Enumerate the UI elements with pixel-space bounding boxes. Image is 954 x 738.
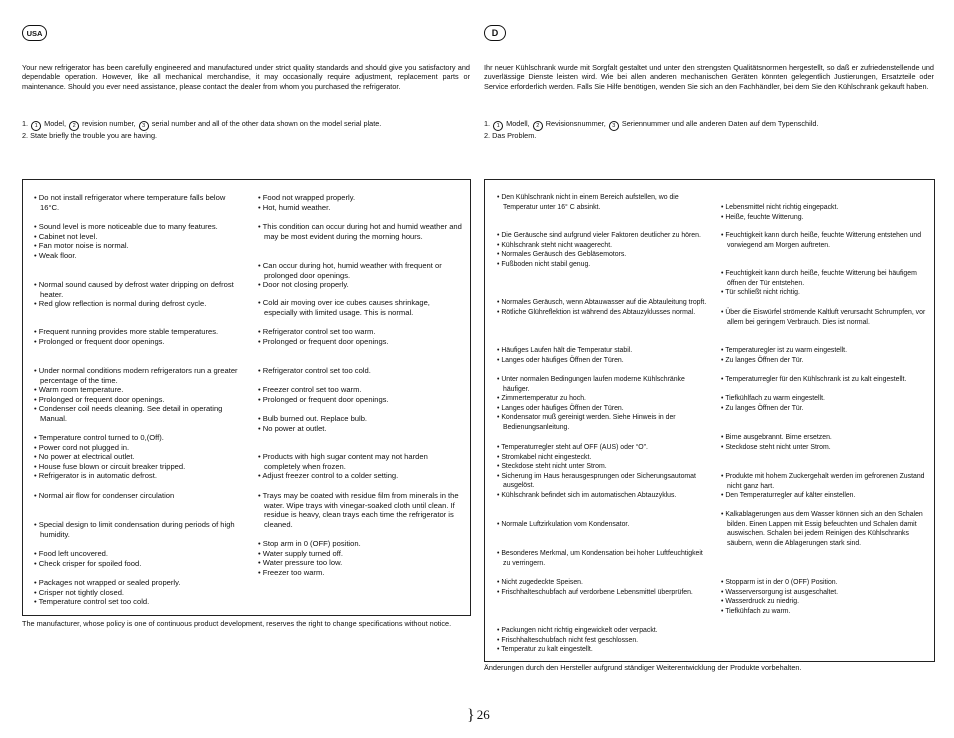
bullet-item: • Tür schließt nicht richtig. [721,289,800,296]
bullet-item [721,385,927,395]
bullet-item: • Langes oder häufiges Öffnen der Türen. [497,356,624,364]
cause-block [34,193,246,212]
step-number: 1. [484,119,491,128]
cause-block [497,520,707,530]
step-2-en: 2. State briefly the trouble you are having. [22,131,158,140]
page-number-value: 26 [476,707,490,722]
bullet-item: • Weak floor. [34,250,77,260]
cause-block [34,327,246,346]
bullet-item: • No power at electrical outlet. [34,452,135,461]
bullet-item: • Zu langes Öffnen der Tür. [721,356,804,364]
footer-note-de: Änderungen durch den Hersteller aufgrund ständiger Weiterentwicklung der Produkte vorbehalten. [484,663,802,672]
circled-number-2: 2 [533,121,543,131]
bullet-item: • Steckdose steht nicht unter Strom. [721,443,831,451]
bullet-item: • Temperature control set too cold. [34,597,150,606]
bullet-item: • Tiefkühlfach zu warm eingestellt. [721,395,825,402]
bullet-item: • Power cord not plugged in. [34,442,130,452]
bullet-item: • Häufiges Laufen hält die Temperatur stabil. [497,347,633,354]
bullet-item: • Cabinet not level. [34,231,98,241]
remedy-block [258,452,464,481]
cause-block [497,346,707,365]
bullet-item: • Temperature control turned to 0,(Off). [34,433,164,442]
bullet-item: • Packages not wrapped or sealed properly. [34,578,181,587]
remedy-block [721,346,927,365]
bullet-item: • Zu langes Öffnen der Tür. [721,404,804,412]
remedy-block [721,231,927,250]
bullet-item: • House fuse blown or circuit breaker tripped. [34,461,186,471]
bullet-item: • Den Temperaturregler auf kälter einstellen. [721,492,856,499]
remedy-block [721,308,927,327]
circled-number-1: 1 [31,121,41,131]
remedy-block [258,414,464,433]
bullet-item: • Normale Luftzirkulation vom Kondensator. [497,521,630,528]
bullet-item: • Feuchtigkeit kann durch heiße, feuchte Witterung entstehen und vorwiegend am Morgen auftreten. [721,232,922,249]
bullet-item: • Birne ausgebrannt. Birne ersetzen. [721,434,832,441]
remedy-block [258,298,464,317]
remedy-block [721,269,927,298]
page-brace: } [467,707,475,724]
bullet-item: • Die Geräusche sind aufgrund vieler Faktoren deutlicher zu hören. [497,232,701,239]
step-text: revision number, [82,119,136,128]
bullet-item: • Prolonged or frequent door openings. [34,336,165,346]
step-text: Modell, [506,119,530,128]
bullet-item: • Food left uncovered. [34,549,108,558]
bullet-item: • Wasserversorgung ist ausgeschaltet. [721,588,839,596]
cause-block [34,280,246,309]
bullet-item: • Stopparm ist in der 0 (OFF) Position. [721,579,838,586]
bullet-item: • Cold air moving over ice cubes causes shrinkage, especially with limited usage. This is normal. [258,298,430,317]
bullet-item: • Den Kühlschrank nicht in einem Bereich aufstellen, wo die Temperatur unter 16° C absinkt. [497,194,679,211]
bullet-item: • Adjust freezer control to a colder setting. [258,471,399,480]
bullet-item: • Temperaturegler ist zu warm eingestellt. [721,347,847,354]
step-text: Model, [44,119,67,128]
bullet-item: • Kalkablagerungen aus dem Wasser können sich an den Schalen bilden. Einen Lappen mit Essig befeuchten und Schalen damit auswischen. Schalen bei jedem Reinigen des Kühlschranks säubern, wenn die Ablagerungen stark sind. [721,511,923,547]
cause-block [497,298,707,317]
bullet-item: • Stromkabel nicht eingesteckt. [497,453,592,461]
bullet-item: • Crisper not tightly closed. [34,587,125,597]
bullet-item: • Lebensmittel nicht richtig eingepackt. [721,204,839,211]
bullet-item: • Frequent running provides more stable temperatures. [34,327,219,336]
language-badge-usa: USA [22,25,47,41]
remedy-block [721,510,927,548]
remedy-block [258,193,464,212]
bullet-item: • Temperatur zu kalt eingestellt. [497,646,593,653]
cause-block [34,549,246,568]
bullet-item: • Sound level is more noticeable due to many features. [34,222,218,231]
steps-de [484,119,934,141]
cause-block [34,491,246,501]
bullet-item: • Trays may be coated with residue film from minerals in the water. Wipe trays with vinegar-soaked cloth until clean. If residue is heavy, clean trays each time the refrigerator is cleaned. [258,491,459,529]
bullet-item: • Freezer too warm. [258,567,325,577]
step-text: Seriennummer und alle anderen Daten auf dem Typenschild. [621,119,819,128]
bullet-item: • Can occur during hot, humid weather with frequent or prolonged door openings. [258,261,442,280]
remedy-block [258,366,464,404]
bullet-item: • Temperaturregler steht auf OFF (AUS) oder “O”. [497,444,648,451]
bullet-item: • Refrigerator is in automatic defrost. [34,471,157,480]
bullet-item: • No power at outlet. [258,423,327,433]
bullet-item: • Unter normalen Bedingungen laufen moderne Kühlschränke häufiger. [497,376,685,393]
bullet-item: • Über die Eiswürfel strömende Kaltluft verursacht Schrumpfen, vor allem bei geringem Verbrauch. Dies ist normal. [721,309,926,326]
bullet-item: • Packungen nicht richtig eingewickelt oder verpackt. [497,627,658,634]
bullet-item: • Besonderes Merkmal, um Kondensation bei hoher Luftfeuchtigkeit zu verringern. [497,550,703,567]
intro-paragraph-de: Ihr neuer Kühlschrank wurde mit Sorgfalt gestaltet und unter den strengsten Qualitätsnormen hergestellt, so daß er zufriedenstellende und zuverlässige Dienste leisten wird. Wie bei allen anderen mechanischen Geräten könnten gelegentlich Justierungen, Ersatzteile oder Service erforderlich werden. Falls Sie Hilfe benötigen, wenden Sie sich an den Fachhändler, bei dem Sie den Kühlschrank gekauft haben. [484,63,934,91]
remedy-block [721,375,927,413]
bullet-item: • Under normal conditions modern refrigerators run a greater percentage of the time. [34,366,238,385]
bullet-item: • Feuchtigkeit kann durch heiße, feuchte Witterung bei häufigem öffnen der Tür entstehen. [721,270,917,287]
bullet-item: • This condition can occur during hot and humid weather and may be most evident during the morning hours. [258,222,462,241]
bullet-item: • Langes oder häufiges Öffnen der Türen. [497,404,624,412]
circled-number-2: 2 [69,121,79,131]
bullet-item: • Do not install refrigerator where temperature falls below 16°C. [34,193,226,212]
bullet-item: • Rötliche Glühreflektion ist während des Abtauzyklusses normal. [497,308,696,316]
bullet-item: • Kondensator muß gereinigt werden. Siehe Hinweis in der Bedienungsanleitung. [497,414,676,431]
bullet-item: • Normal air flow for condenser circulation [34,491,175,500]
cause-block [497,231,707,269]
remedy-block [721,433,927,452]
cause-block [34,222,246,260]
bullet-item: • Freezer control set too warm. [258,385,362,394]
bullet-item: • Temperaturregler für den Kühlschrank ist zu kalt eingestellt. [721,376,907,383]
cause-block [34,578,246,607]
intro-paragraph-en: Your new refrigerator has been carefully engineered and manufactured under strict quality standards and should give you satisfactory and dependable operation. However, like all mechanical merchandise, it may occasionally require adjustment, replacement parts or maintenance. Should you ever need assistance, please contact the dealer from whom you purchased the refrigerator. [22,63,470,91]
bullet-item: • Prolonged or frequent door openings. [34,394,165,404]
bullet-item: • Sicherung im Haus herausgesprungen oder Sicherungsautomat ausgelöst. [497,472,696,489]
remedy-block [258,222,464,241]
remedy-block [721,472,927,501]
bullet-item: • Heiße, feuchte Witterung. [721,213,804,221]
bullet-item: • Tiefkühfach zu warm. [721,607,791,615]
bullet-item: • Refrigerator control set too warm. [258,327,376,336]
bullet-item: • Door not closing properly. [258,280,349,289]
bullet-item: • Special design to limit condensation during periods of high humidity. [34,520,235,539]
remedy-block [258,491,464,529]
cause-block [497,578,707,597]
circled-number-3: 3 [139,121,149,131]
bullet-item: • Prolonged or frequent door openings. [258,394,389,404]
cause-block [497,375,707,432]
bullet-item: • Frischhalteschubfach auf verdorbene Lebensmittel überprüfen. [497,588,693,596]
cause-block [34,520,246,539]
bullet-item: • Nicht zugedeckte Speisen. [497,579,583,586]
step-1-en [22,119,470,131]
step-2-de: 2. Das Problem. [484,131,537,140]
bullet-item: • Check crisper for spoiled food. [34,558,142,568]
bullet-item: • Hot, humid weather. [258,202,331,212]
bullet-item: • Normales Geräusch, wenn Abtauwasser auf die Abtauleitung tropft. [497,299,707,306]
bullet-item: • Produkte mit hohem Zuckergehalt werden im gefrorenen Zustand nicht ganz hart. [721,473,925,490]
bullet-item: • Frischhalteschubfach nicht fest geschlossen. [497,636,639,644]
remedy-block [258,261,464,290]
bullet-item: • Wasserdruck zu niedrig. [721,598,799,605]
page-number [467,707,490,725]
bullet-item: • Normal sound caused by defrost water dripping on defrost heater. [34,280,234,299]
step-1-de [484,119,934,131]
bullet-item: • Normales Geräusch des Gebläsemotors. [497,251,627,258]
bullet-item: • Refrigerator control set too cold. [258,366,371,375]
bullet-item: • Fußboden nicht stabil genug. [497,260,591,268]
step-text: Revisionsnummer, [545,119,606,128]
cause-block [497,549,707,568]
bullet-item: • Bulb burned out. Replace bulb. [258,414,368,423]
cause-block [497,193,707,212]
cause-block [497,626,707,655]
bullet-item: • Prolonged or frequent door openings. [258,336,389,346]
remedy-block [721,578,927,616]
remedy-block [258,539,464,577]
bullet-item: • Fan motor noise is normal. [34,241,129,250]
footer-note-en: The manufacturer, whose policy is one of continuous product development, reserves the right to change specifications without notice. [22,619,452,628]
step-text: serial number and all of the other data shown on the model serial plate. [151,119,382,128]
cause-block [34,433,246,481]
language-badge-d: D [484,25,506,41]
bullet-item: • Steckdose steht nicht unter Strom. [497,463,607,470]
bullet-item: • Stop arm in 0 (OFF) position. [258,539,361,548]
circled-number-1: 1 [493,121,503,131]
bullet-item: • Kühlschrank befindet sich im automatischen Abtauzyklus. [497,491,677,499]
bullet-item: • Zimmertemperatur zu hoch. [497,395,586,402]
bullet-item [258,376,464,386]
bullet-item: • Warm room temperature. [34,385,124,394]
bullet-item: • Water pressure too low. [258,558,343,567]
remedy-block [258,327,464,346]
steps-en [22,119,470,141]
cause-block [34,366,246,423]
cause-block [497,443,707,500]
bullet-item: • Food not wrapped properly. [258,193,356,202]
circled-number-3: 3 [609,121,619,131]
bullet-item: • Condenser coil needs cleaning. See detail in operating Manual. [34,404,223,423]
bullet-item: • Red glow reflection is normal during defrost cycle. [34,299,207,308]
remedy-block [721,203,927,222]
bullet-item: • Kühlschrank steht nicht waagerecht. [497,241,613,249]
bullet-item: • Water supply turned off. [258,548,343,558]
step-number: 1. [22,119,29,128]
bullet-item: • Products with high sugar content may not harden completely when frozen. [258,452,428,471]
